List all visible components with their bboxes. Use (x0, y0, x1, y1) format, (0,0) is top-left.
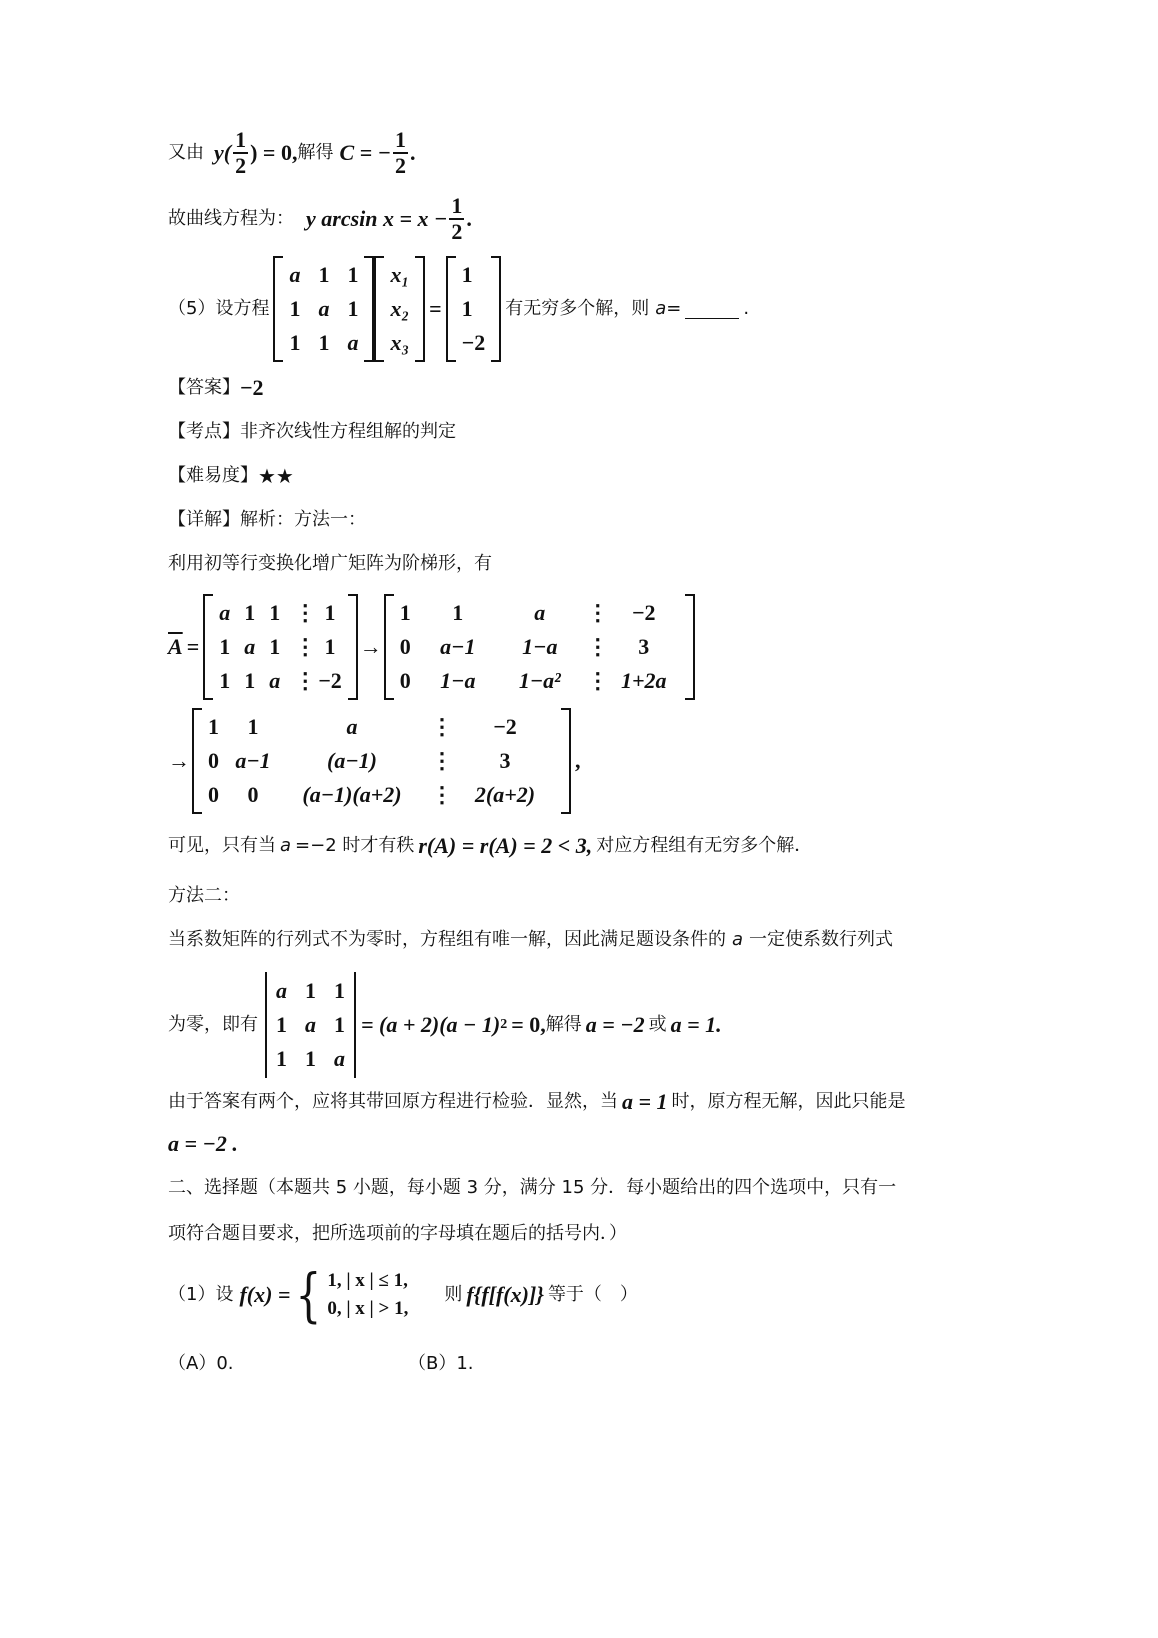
matrix-cell: 1 (318, 330, 330, 355)
b-vector (446, 256, 502, 362)
coef-matrix-grid (283, 256, 364, 362)
answer-line (168, 376, 264, 400)
math-period: . (410, 140, 416, 165)
aug2-grid (394, 594, 685, 700)
matrix-cell: −2 (632, 600, 656, 625)
fraction-half-2 (393, 128, 408, 178)
method1-text (168, 552, 492, 576)
matrix-cell: 1 (452, 600, 464, 625)
matrix-cell: 3 (499, 748, 511, 773)
piecewise-brace: { (296, 1261, 322, 1329)
right-bracket (415, 256, 425, 362)
difficulty-label: 【难易度】 (168, 465, 258, 486)
solution-line-c (168, 128, 416, 178)
check-line (168, 1090, 906, 1114)
matrix-cell: 1 (208, 714, 219, 739)
right-bracket (685, 594, 695, 700)
difficulty-line (168, 464, 294, 488)
matrix-cell: 1 (247, 714, 259, 739)
frac-den: 2 (235, 153, 247, 178)
left-bracket (203, 594, 213, 700)
method2-heading (168, 884, 240, 908)
matrix-cell: 1−a (522, 634, 558, 659)
left-bracket (446, 256, 456, 362)
section2-text2: 项符合题目要求，把所选项前的字母填在题后的括号内．） (168, 1223, 627, 1244)
matrix-cell: 1 (461, 262, 473, 287)
matrix-separator: ⋮ (586, 634, 609, 659)
math-eq-zero: ) = 0, (250, 140, 298, 165)
coef-matrix (273, 256, 374, 362)
q1-options (168, 1352, 474, 1376)
matrix-cell: (a−1)(a+2) (302, 782, 402, 807)
text-jiede: 解得 (297, 142, 334, 163)
determinant (262, 972, 359, 1078)
matrix-cell: a (269, 668, 281, 693)
det-eq-zero: = 0, (511, 1012, 546, 1037)
frac-den: 2 (451, 219, 463, 244)
matrix-cell: (a−1) (327, 748, 377, 773)
matrix-cell: 1−a² (518, 668, 561, 693)
x-vector (374, 256, 425, 362)
option-b: （B）1. (408, 1353, 474, 1374)
rank-equation: r(A) = r(A) = 2 < 3, (418, 833, 593, 858)
detail-line (168, 508, 366, 532)
frac-num: 1 (235, 127, 247, 152)
matrix-cell: 1 (461, 296, 473, 321)
math-period: . (466, 206, 472, 231)
matrix-cell: −2 (493, 714, 517, 739)
m2-line1b: 一定使系数行列式 (749, 929, 894, 950)
det-exponent: 2 (500, 1017, 508, 1032)
m2-or: 或 (648, 1014, 667, 1035)
matrix-separator: ⋮ (431, 714, 453, 739)
check-b: a = 1 (622, 1089, 668, 1114)
aug-matrix-2 (384, 594, 695, 700)
matrix-cell: 1 (334, 978, 345, 1003)
matrix-cell: 1+2a (621, 668, 667, 693)
q5-label: （5）设方程 (168, 298, 270, 319)
matrix-cell: a (334, 1046, 345, 1071)
matrix-cell: 1 (244, 600, 256, 625)
det-left-bar (265, 972, 267, 1078)
matrix-cell: a (219, 600, 231, 625)
matrix-cell: a (346, 714, 358, 739)
matrix-cell: 1 (334, 1012, 345, 1037)
option-a: （A）0. (168, 1353, 234, 1374)
matrix-cell: x₃ (390, 330, 410, 355)
q5-end: . (743, 298, 750, 319)
kaodian-label: 【考点】 (168, 421, 240, 442)
matrix-cell: 0 (208, 748, 219, 773)
root-1: a = −2 (585, 1012, 645, 1037)
method2-line1 (168, 928, 893, 952)
text-youyou: 又由 (168, 142, 204, 163)
kejian-var: a (280, 835, 292, 856)
matrix-cell: x₁ (390, 262, 410, 287)
matrix-cell: a−1 (235, 748, 271, 773)
right-bracket (491, 256, 501, 362)
matrix-cell: a (244, 634, 256, 659)
m2-var: a (732, 929, 744, 950)
matrix-cell: −2 (318, 668, 342, 693)
kaodian-value: 非齐次线性方程组解的判定 (240, 421, 456, 442)
matrix-cell: 1 (219, 668, 231, 693)
q5-suffix: 有无穷多个解，则 (505, 298, 650, 319)
kejian-b: =−2 时才有秩 (295, 835, 415, 856)
arrow: → (359, 634, 382, 659)
math-y: y( (214, 140, 232, 165)
a-bar: $\overline{A}$ (168, 634, 183, 659)
right-bracket (364, 256, 374, 362)
fraction-half (233, 128, 248, 178)
section2-line2 (168, 1222, 627, 1246)
answer-label: 【答案】 (168, 377, 240, 398)
kejian-a: 可见，只有当 (168, 835, 276, 856)
matrix-cell: 1 (269, 634, 281, 659)
x-vector-grid (384, 256, 415, 362)
q1-fx: f(x) = (239, 1282, 291, 1307)
arrow: → (168, 748, 190, 773)
equals-sign: = (429, 296, 442, 321)
matrix-cell: a (289, 262, 301, 287)
m2-jiede: 解得 (545, 1014, 582, 1035)
case-1: 1, | x | ≤ 1, (327, 1270, 408, 1291)
q1-then: 则 (444, 1284, 463, 1305)
left-bracket (374, 256, 384, 362)
matrix-cell: a (276, 978, 287, 1003)
detail-label: 【详解】 (168, 509, 240, 530)
matrix-cell: 0 (399, 668, 411, 693)
matrix-cell: 3 (638, 634, 650, 659)
matrix-cell: 1 (324, 600, 336, 625)
root-2: a = 1. (670, 1012, 722, 1037)
det-right-bar (354, 972, 356, 1078)
matrix-cell: x₂ (390, 296, 410, 321)
augmented-transform-1 (168, 594, 695, 700)
matrix-cell: 1 (289, 330, 301, 355)
frac-num: 1 (451, 193, 463, 218)
section2-line1 (168, 1176, 896, 1200)
check-c: 时，原方程无解，因此只能是 (671, 1091, 906, 1112)
matrix-cell: 1 (318, 262, 330, 287)
matrix-cell: 1 (269, 600, 281, 625)
method1-desc: 利用初等行变换化增广矩阵为阶梯形，有 (168, 553, 492, 574)
matrix-cell: 1 (219, 634, 231, 659)
kejian-d: 对应方程组有无穷多个解． (596, 835, 813, 856)
matrix-cell: 0 (208, 782, 219, 807)
det-value: = (a + 2)(a − 1) (361, 1012, 501, 1037)
matrix-cell: 1 (324, 634, 336, 659)
matrix-cell: 1 (276, 1046, 287, 1071)
matrix-cell: 1 (289, 296, 301, 321)
math-curve: y arcsin x = x − (306, 206, 448, 231)
matrix-cell: 1 (305, 978, 316, 1003)
q1-label: （1）设 (168, 1284, 234, 1305)
left-bracket (192, 708, 202, 814)
q1-expr: f{f[f(x)]} (466, 1282, 544, 1307)
matrix-cell: a (305, 1012, 316, 1037)
text-curve-eq: 故曲线方程为： (168, 208, 294, 229)
fraction-half-3 (449, 194, 464, 244)
matrix-separator: ⋮ (586, 600, 609, 625)
m2-line1: 当系数矩阵的行列式不为零时，方程组有唯一解，因此满足题设条件的 (168, 929, 726, 950)
aug1-grid (213, 594, 348, 700)
frac-num: 1 (395, 127, 407, 152)
final-answer-line (168, 1132, 238, 1156)
difficulty-stars: ★★ (258, 464, 294, 488)
question-5 (168, 256, 749, 362)
matrix-separator: ⋮ (431, 782, 453, 807)
matrix-cell: −2 (461, 330, 486, 355)
left-bracket (384, 594, 394, 700)
math-c: C = − (339, 140, 392, 165)
curve-equation-line (168, 194, 472, 244)
right-bracket (348, 594, 358, 700)
answer-blank (685, 300, 739, 319)
matrix-cell: 2(a+2) (474, 782, 536, 807)
augmented-transform-2 (168, 708, 581, 814)
comma: , (575, 748, 581, 773)
left-bracket (273, 256, 283, 362)
kaodian-line (168, 420, 456, 444)
answer-value: −2 (240, 375, 264, 400)
method2-label: 方法二： (168, 885, 240, 906)
case-2: 0, | x | > 1, (327, 1298, 409, 1319)
question-1 (168, 1261, 638, 1329)
matrix-cell: 1 (244, 668, 256, 693)
matrix-cell: 0 (247, 782, 259, 807)
det-grid (270, 972, 351, 1078)
determinant-line (168, 972, 722, 1078)
b-vector-grid (456, 256, 492, 362)
right-bracket (561, 708, 571, 814)
matrix-separator: ⋮ (294, 600, 317, 625)
m2-line2a: 为零，即有 (168, 1014, 258, 1035)
matrix-cell: 1 (399, 600, 411, 625)
section2-text1: 二、选择题（本题共 5 小题，每小题 3 分，满分 15 分．每小题给出的四个选项中，只有一 (168, 1177, 897, 1198)
matrix-separator: ⋮ (586, 668, 609, 693)
q5-var: a (655, 298, 667, 319)
matrix-cell: 1 (305, 1046, 316, 1071)
matrix-cell: 0 (399, 634, 411, 659)
q1-tail: 等于（ ） (547, 1284, 638, 1305)
matrix-cell: 1 (347, 296, 359, 321)
matrix-separator: ⋮ (294, 668, 317, 693)
aug-matrix-3 (192, 708, 571, 814)
check-a: 由于答案有两个，应将其带回原方程进行检验．显然，当 (168, 1091, 618, 1112)
matrix-cell: a−1 (440, 634, 476, 659)
matrix-separator: ⋮ (431, 748, 453, 773)
matrix-cell: 1 (347, 262, 359, 287)
equals-sign: = (186, 634, 200, 659)
frac-den: 2 (395, 153, 407, 178)
matrix-separator: ⋮ (294, 634, 317, 659)
matrix-cell: 1 (276, 1012, 287, 1037)
matrix-cell: a (318, 296, 330, 321)
matrix-cell: 1−a (440, 668, 476, 693)
matrix-cell: a (534, 600, 546, 625)
rank-conclusion (168, 834, 812, 858)
aug-matrix-1 (203, 594, 358, 700)
piecewise-cases (327, 1267, 408, 1323)
q5-eq: = (666, 298, 682, 319)
final-answer: a = −2 . (168, 1131, 238, 1156)
matrix-cell: a (347, 330, 359, 355)
aug3-grid (202, 708, 561, 814)
detail-value: 解析：方法一： (240, 509, 366, 530)
